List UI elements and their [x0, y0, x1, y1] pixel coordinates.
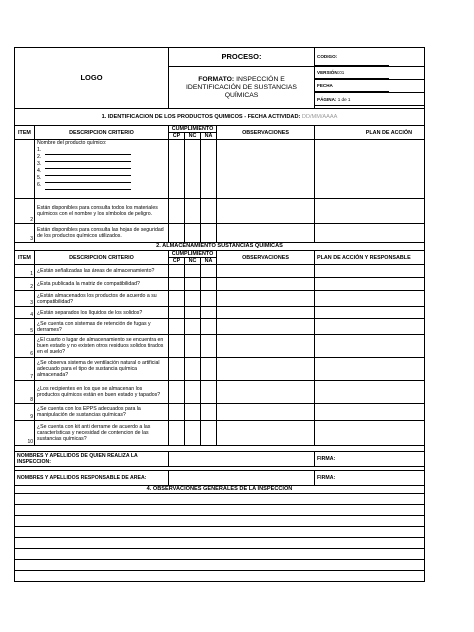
col-criterio: DESCRIPCION CRITERIO [35, 126, 169, 140]
plan-cell[interactable] [315, 381, 425, 404]
plan-cell[interactable] [315, 358, 425, 381]
obs-cell[interactable] [217, 265, 315, 278]
inspector-signature-field[interactable] [315, 452, 425, 467]
col-na: NA [201, 133, 217, 140]
item-number: 1 [15, 265, 35, 278]
criterio-text: ¿Están señalizadas las áreas de almacenamiento? [35, 265, 169, 278]
observation-line[interactable] [15, 527, 425, 538]
item-number: 6 [15, 335, 35, 358]
cp-cell[interactable] [169, 224, 185, 243]
na-cell[interactable] [201, 319, 217, 335]
col-item: ITEM [15, 126, 35, 140]
firma-label: FIRMA: [317, 456, 336, 462]
nc-cell[interactable] [185, 199, 201, 224]
pagina-field [315, 94, 389, 105]
plan-cell[interactable] [315, 224, 425, 243]
nc-cell[interactable] [185, 278, 201, 291]
col-cp: CP [169, 133, 185, 140]
nc-cell[interactable] [185, 335, 201, 358]
cp-cell[interactable] [169, 278, 185, 291]
observation-line[interactable] [15, 505, 425, 516]
criterio-text: ¿Esta publicada la matriz de compatibilidad? [35, 278, 169, 291]
criterio-text: ¿Se cuenta con sistemas de retención de fugas y derrames? [35, 319, 169, 335]
item-number: 7 [15, 358, 35, 381]
cp-cell[interactable] [169, 291, 185, 307]
observation-line[interactable] [15, 494, 425, 505]
item-number: 10 [15, 421, 35, 446]
responsable-name-field[interactable] [169, 471, 315, 486]
col-plan: PLAN DE ACCIÓN Y RESPONSABLE [315, 251, 425, 265]
plan-cell[interactable] [315, 421, 425, 446]
col-cumplimiento: CUMPLIMIENTO [169, 251, 217, 258]
cp-cell[interactable] [169, 265, 185, 278]
version-label: VERSIÓN: [317, 70, 340, 75]
plan-cell[interactable] [315, 319, 425, 335]
col-na: NA [201, 258, 217, 265]
col-plan: PLAN DE ACCIÓN [315, 126, 425, 140]
col-cumplimiento: CUMPLIMIENTO [169, 126, 217, 133]
na-cell[interactable] [201, 224, 217, 243]
plan-cell[interactable] [315, 335, 425, 358]
observation-line[interactable] [15, 538, 425, 549]
inspection-form [14, 47, 424, 582]
item-number: 9 [15, 404, 35, 421]
codigo-label: CODIGO: [315, 48, 389, 66]
obs-cell[interactable] [217, 199, 315, 224]
nc-cell[interactable] [185, 404, 201, 421]
criterio-text: Están disponibles para consulta todos los materiales químicos con el nombre y los símbolos de peligro. [35, 199, 169, 224]
item-number: 2 [15, 199, 35, 224]
obs-cell[interactable] [217, 335, 315, 358]
product-list [35, 140, 169, 199]
nc-cell[interactable] [185, 358, 201, 381]
na-cell[interactable] [201, 381, 217, 404]
plan-cell[interactable] [315, 404, 425, 421]
nc-cell[interactable] [185, 224, 201, 243]
na-cell[interactable] [201, 140, 217, 199]
product-label: Nombre del producto químico: [37, 140, 107, 146]
plan-cell[interactable] [315, 291, 425, 307]
cp-cell[interactable] [169, 381, 185, 404]
observation-line[interactable] [15, 560, 425, 571]
criterio-text: ¿Se observa sistema de ventilación natural o artificial adecuado para el tipo de sustancia química almacenada? [35, 358, 169, 381]
criterio-text: Están disponibles para consulta las hojas de seguridad de los productos químicos utilizados. [35, 224, 169, 243]
version-value: 01 [339, 70, 345, 75]
formato-name: INSPECCIÓN E IDENTIFICACIÓN DE SUSTANCIAS QUÍMICAS [186, 75, 297, 99]
responsable-signature-field[interactable] [315, 471, 425, 486]
item-number: 4 [15, 307, 35, 319]
nc-cell[interactable] [185, 319, 201, 335]
proceso-label: PROCESO: [169, 48, 315, 67]
col-observaciones: OBSERVACIONES [217, 126, 315, 140]
product-line-4[interactable]: 4. [37, 168, 166, 175]
criterio-text: ¿El cuarto o lugar de almacenamiento se encuentra en buen estado y no existen otros residuos solidos tirados en el suelo? [35, 335, 169, 358]
col-cp: CP [169, 258, 185, 265]
nc-cell[interactable] [185, 265, 201, 278]
na-cell[interactable] [201, 404, 217, 421]
col-nc: NC [185, 258, 201, 265]
product-line-2[interactable]: 2. [37, 154, 166, 161]
plan-cell[interactable] [315, 265, 425, 278]
obs-cell[interactable] [217, 421, 315, 446]
product-line-1[interactable]: 1. [37, 147, 166, 154]
nc-cell[interactable] [185, 291, 201, 307]
fecha-label: FECHA [315, 80, 389, 92]
cp-cell[interactable] [169, 319, 185, 335]
item-number: 3 [15, 291, 35, 307]
col-item: ITEM [15, 251, 35, 265]
product-line-5[interactable]: 5. [37, 175, 166, 182]
na-cell[interactable] [201, 291, 217, 307]
col-observaciones: OBSERVACIONES [217, 251, 315, 265]
obs-cell[interactable] [217, 140, 315, 199]
observation-line[interactable] [15, 516, 425, 527]
section4-title: 4. OBSERVACIONES GENERALES DE LA INSPECCION [15, 486, 425, 494]
observation-line[interactable] [15, 549, 425, 560]
item-number: 5 [15, 319, 35, 335]
observation-line[interactable] [15, 571, 425, 582]
form-table [14, 47, 425, 582]
na-cell[interactable] [201, 335, 217, 358]
product-line-3[interactable]: 3. [37, 161, 166, 168]
cp-cell[interactable] [169, 358, 185, 381]
obs-cell[interactable] [217, 278, 315, 291]
item-number: 3 [15, 224, 35, 243]
cp-cell[interactable] [169, 140, 185, 199]
plan-cell[interactable] [315, 307, 425, 319]
firma-label: FIRMA: [317, 475, 336, 481]
item-number: 2 [15, 278, 35, 291]
obs-cell[interactable] [217, 404, 315, 421]
na-cell[interactable] [201, 199, 217, 224]
plan-cell[interactable] [315, 278, 425, 291]
col-criterio: DESCRIPCION CRITERIO [35, 251, 169, 265]
pagina-label: PÁGINA: [317, 96, 337, 102]
item-number: 8 [15, 381, 35, 404]
cp-cell[interactable] [169, 307, 185, 319]
section2-title: 2. ALMACENAMIENTO SUSTANCIAS QUIMICAS [15, 243, 425, 251]
cp-cell[interactable] [169, 335, 185, 358]
criterio-text: ¿Se cuenta con los EPPS adecuados para la manipulación de sustancias químicas? [35, 404, 169, 421]
obs-cell[interactable] [217, 319, 315, 335]
obs-cell[interactable] [217, 358, 315, 381]
product-line-6[interactable]: 6. [37, 182, 166, 189]
col-nc: NC [185, 133, 201, 140]
obs-cell[interactable] [217, 307, 315, 319]
na-cell[interactable] [201, 358, 217, 381]
obs-cell[interactable] [217, 291, 315, 307]
cp-cell[interactable] [169, 421, 185, 446]
section1-title-text: 1. IDENTIFICACION DE LOS PRODUCTOS QUIMICOS - FECHA ACTIVIDAD: [101, 114, 301, 120]
plan-cell[interactable] [315, 199, 425, 224]
cp-cell[interactable] [169, 404, 185, 421]
criterio-text: ¿Los recipientes en los que se almacenan los productos químicos están en buen estado y tapados? [35, 381, 169, 404]
nc-cell[interactable] [185, 140, 201, 199]
criterio-text: ¿Están separados los líquidos de los solidos? [35, 307, 169, 319]
na-cell[interactable] [201, 265, 217, 278]
version-field [315, 67, 389, 79]
responsable-label: NOMBRES Y APELLIDOS RESPONSABLE DE AREA: [15, 471, 169, 486]
formato-title [169, 67, 315, 109]
criterio-text: ¿Se cuenta con kit anti derrame de acuerdo a las características y necesidad de contencion de las sustancias químicas? [35, 421, 169, 446]
na-cell[interactable] [201, 307, 217, 319]
section1-title [15, 109, 425, 126]
na-cell[interactable] [201, 421, 217, 446]
inspector-label: NOMBRES Y APELLIDOS DE QUIEN REALIZA LA INSPECCION: [15, 452, 169, 467]
cp-cell[interactable] [169, 199, 185, 224]
date-hint: DD/MM/AAAA [301, 114, 338, 120]
inspector-name-field[interactable] [169, 452, 315, 467]
na-cell[interactable] [201, 278, 217, 291]
pagina-value: 1 de 1 [337, 96, 351, 102]
formato-label: FORMATO: [198, 75, 235, 83]
plan-cell[interactable] [315, 140, 425, 199]
criterio-text: ¿Están almacenados los productos de acuerdo a su compatibilidad? [35, 291, 169, 307]
obs-cell[interactable] [217, 381, 315, 404]
obs-cell[interactable] [217, 224, 315, 243]
nc-cell[interactable] [185, 307, 201, 319]
logo: LOGO [15, 48, 169, 109]
nc-cell[interactable] [185, 381, 201, 404]
nc-cell[interactable] [185, 421, 201, 446]
